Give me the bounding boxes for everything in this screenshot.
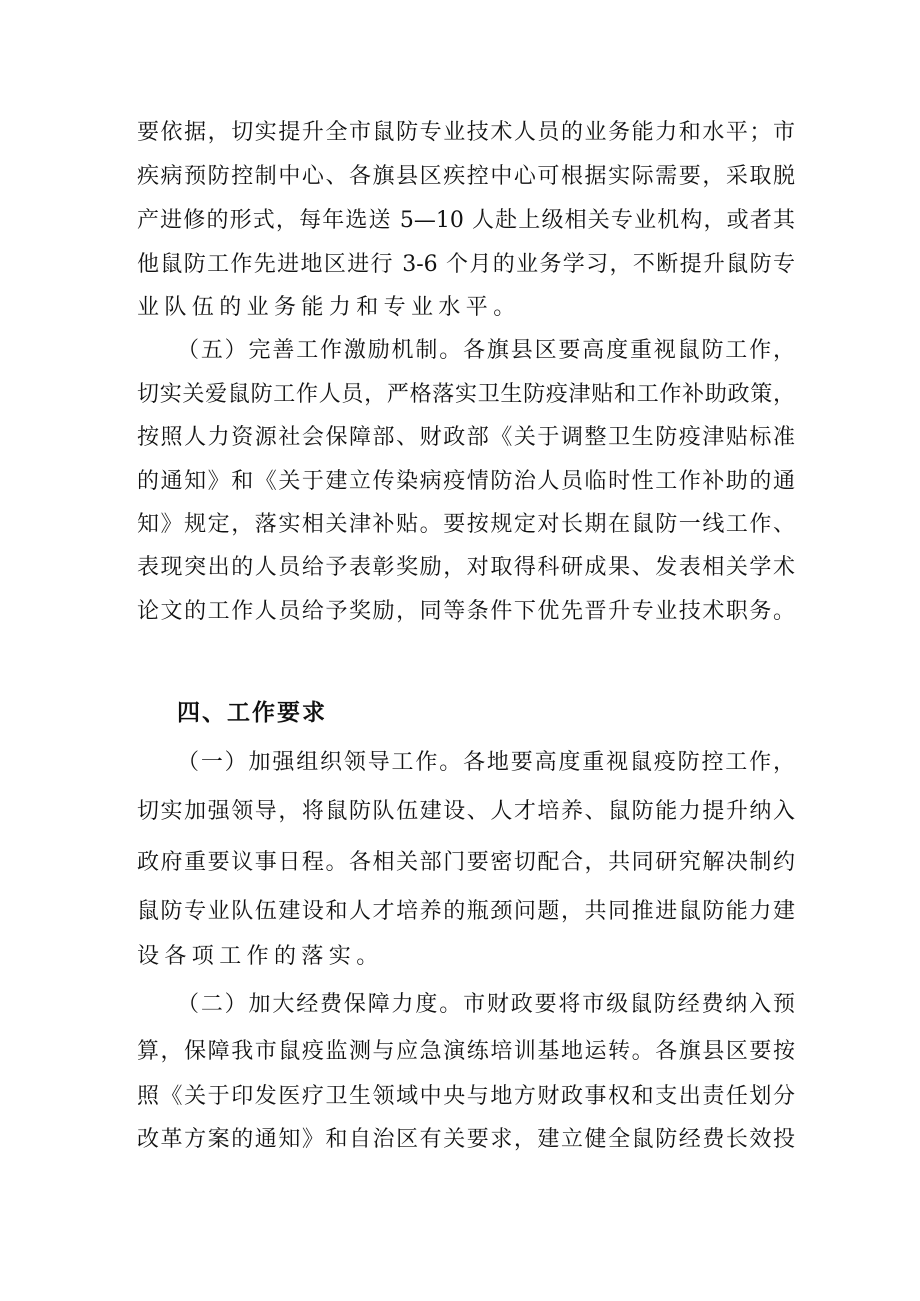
paragraph-line: 鼠防专业队伍建设和人才培养的瓶颈问题，共同推进鼠防能力建 xyxy=(137,899,795,924)
paragraph-line: 的通知》和《关于建立传染病疫情防治人员临时性工作补助的通 xyxy=(137,469,795,494)
section-heading: 四、工作要求 xyxy=(177,700,327,726)
paragraph-line: 知》规定，落实相关津补贴。要按规定对长期在鼠防一线工作、 xyxy=(137,512,795,537)
paragraph-line: 照《关于印发医疗卫生领域中央与地方财政事权和支出责任划分 xyxy=(137,1084,795,1109)
paragraph-line: 切实加强领导，将鼠防队伍建设、人才培养、鼠防能力提升纳入 xyxy=(137,799,795,824)
paragraph-line: 切实关爱鼠防工作人员，严格落实卫生防疫津贴和工作补助政策， xyxy=(137,382,795,407)
paragraph-line: （二）加大经费保障力度。市财政要将市级鼠防经费纳入预 xyxy=(177,992,795,1017)
paragraph-line: 设各项工作的落实。 xyxy=(137,944,384,969)
paragraph-line: 要依据，切实提升全市鼠防专业技术人员的业务能力和水平；市 xyxy=(137,120,795,145)
paragraph-line: （五）完善工作激励机制。各旗县区要高度重视鼠防工作， xyxy=(177,338,795,363)
paragraph-line: 他鼠防工作先进地区进行 3-6 个月的业务学习，不断提升鼠防专 xyxy=(137,252,795,277)
paragraph-line: 产进修的形式，每年选送 5—10 人赴上级相关专业机构，或者其 xyxy=(137,208,795,233)
paragraph-line: 论文的工作人员给予奖励，同等条件下优先晋升专业技术职务。 xyxy=(137,599,795,624)
paragraph-line: 表现突出的人员给予表彰奖励，对取得科研成果、发表相关学术 xyxy=(137,555,795,580)
paragraph-line: 算，保障我市鼠疫监测与应急演练培训基地运转。各旗县区要按 xyxy=(137,1039,795,1064)
paragraph-line: 疾病预防控制中心、各旗县区疾控中心可根据实际需要，采取脱 xyxy=(137,164,795,189)
paragraph-line: 业队伍的业务能力和专业水平。 xyxy=(137,295,521,320)
paragraph-line: 按照人力资源社会保障部、财政部《关于调整卫生防疫津贴标准 xyxy=(137,425,795,450)
paragraph-line: 政府重要议事日程。各相关部门要密切配合，共同研究解决制约 xyxy=(137,850,795,875)
paragraph-line: （一）加强组织领导工作。各地要高度重视鼠疫防控工作， xyxy=(177,750,795,775)
paragraph-line: 改革方案的通知》和自治区有关要求，建立健全鼠防经费长效投 xyxy=(137,1127,795,1152)
